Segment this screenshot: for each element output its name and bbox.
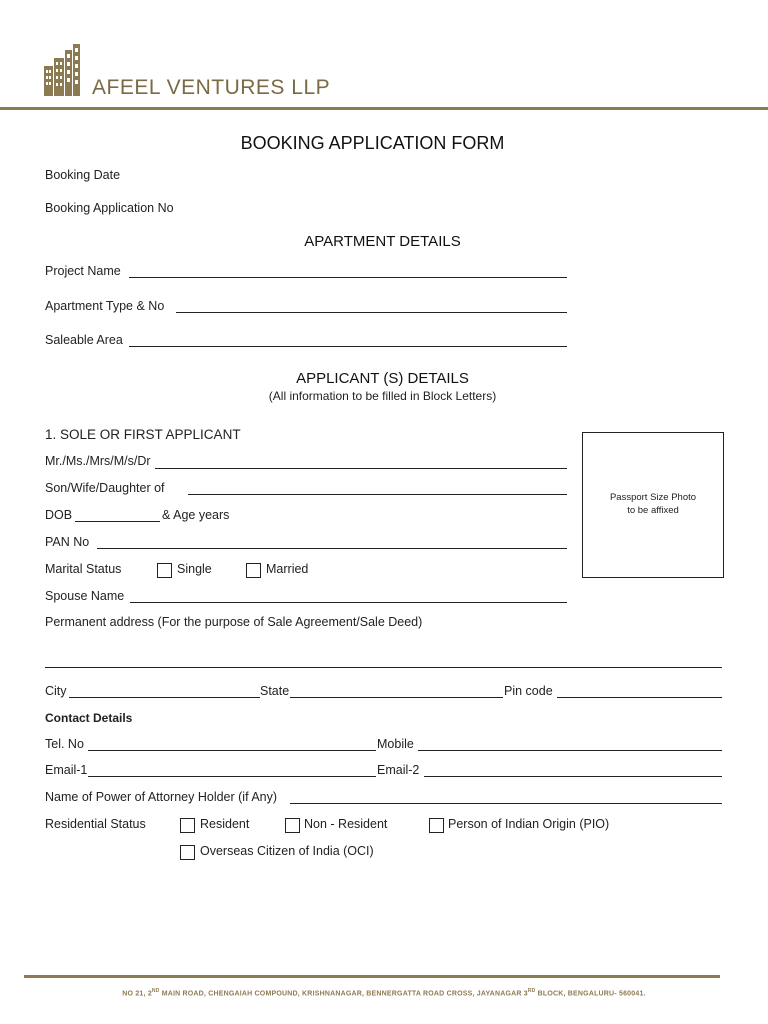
mobile-label: Mobile xyxy=(377,737,414,751)
applicant-details-heading: APPLICANT (S) DETAILS xyxy=(296,370,469,387)
dob-field[interactable] xyxy=(75,521,160,522)
project-name-field[interactable] xyxy=(129,277,567,278)
footer-divider xyxy=(24,975,720,978)
married-checkbox[interactable] xyxy=(246,563,261,578)
footer-part1: NO 21, 2 xyxy=(122,990,152,998)
building-logo-icon xyxy=(44,44,80,96)
passport-photo-box xyxy=(582,432,724,578)
pio-label: Person of Indian Origin (PIO) xyxy=(448,817,610,831)
photo-text-line1: Passport Size Photo xyxy=(609,492,697,503)
poa-field[interactable] xyxy=(290,803,722,804)
city-label: City xyxy=(45,684,67,698)
spouse-name-label: Spouse Name xyxy=(45,589,125,603)
pan-field[interactable] xyxy=(97,548,567,549)
city-field[interactable] xyxy=(69,697,260,698)
footer-sup1: ND xyxy=(151,988,160,994)
tel-field[interactable] xyxy=(88,750,376,751)
mobile-field[interactable] xyxy=(418,750,722,751)
age-label: & Age years xyxy=(162,508,230,522)
relation-label: Son/Wife/Daughter of xyxy=(45,481,165,495)
form-title: BOOKING APPLICATION FORM xyxy=(240,133,505,153)
non-resident-checkbox[interactable] xyxy=(285,818,300,833)
oci-label: Overseas Citizen of India (OCI) xyxy=(200,844,374,858)
resident-label: Resident xyxy=(200,817,250,831)
project-name-label: Project Name xyxy=(45,264,121,278)
footer-sup2: RD xyxy=(527,988,536,994)
saleable-area-field[interactable] xyxy=(129,346,567,347)
footer-part2: MAIN ROAD, CHENGAIAH COMPOUND, KRISHNANAGAR, BENNERGATTA ROAD CROSS, JAYANAGAR 3 xyxy=(159,990,528,998)
apartment-details-heading: APARTMENT DETAILS xyxy=(304,233,461,250)
email2-label: Email-2 xyxy=(377,763,420,777)
company-name: AFEEL VENTURES LLP xyxy=(92,76,331,99)
name-prefix-label: Mr./Ms./Mrs/M/s/Dr xyxy=(45,454,151,468)
marital-status-label: Marital Status xyxy=(45,562,122,576)
email1-field[interactable] xyxy=(88,776,376,777)
applicant-details-note: (All information to be filled in Block Letters) xyxy=(268,389,497,403)
footer-address xyxy=(0,988,768,997)
booking-app-no-label: Booking Application No xyxy=(45,201,174,215)
permanent-address-label: Permanent address (For the purpose of Sale Agreement/Sale Deed) xyxy=(45,615,423,629)
state-field[interactable] xyxy=(290,697,503,698)
company-logo xyxy=(44,44,80,96)
relation-field[interactable] xyxy=(188,494,567,495)
pin-code-label: Pin code xyxy=(504,684,553,698)
email1-label: Email-1 xyxy=(45,763,88,777)
footer-part3: BLOCK, BENGALURU- 560041. xyxy=(535,990,646,998)
dob-label: DOB xyxy=(45,508,73,522)
residential-status-label: Residential Status xyxy=(45,817,146,831)
pio-checkbox[interactable] xyxy=(429,818,444,833)
first-applicant-heading: 1. SOLE OR FIRST APPLICANT xyxy=(45,427,241,442)
photo-text-line2: to be affixed xyxy=(627,505,679,516)
spouse-name-field[interactable] xyxy=(130,602,567,603)
saleable-area-label: Saleable Area xyxy=(45,333,123,347)
pan-label: PAN No xyxy=(45,535,90,549)
permanent-address-field[interactable] xyxy=(45,667,722,668)
email2-field[interactable] xyxy=(424,776,722,777)
apartment-type-label: Apartment Type & No xyxy=(45,299,165,313)
state-label: State xyxy=(260,684,290,698)
resident-checkbox[interactable] xyxy=(180,818,195,833)
married-label: Married xyxy=(266,562,309,576)
single-checkbox[interactable] xyxy=(157,563,172,578)
poa-label: Name of Power of Attorney Holder (if Any) xyxy=(45,790,278,804)
pin-code-field[interactable] xyxy=(557,697,722,698)
single-label: Single xyxy=(177,562,212,576)
header-divider xyxy=(0,107,768,110)
applicant-name-field[interactable] xyxy=(155,468,567,469)
oci-checkbox[interactable] xyxy=(180,845,195,860)
tel-label: Tel. No xyxy=(45,737,84,751)
non-resident-label: Non - Resident xyxy=(304,817,388,831)
contact-details-heading: Contact Details xyxy=(45,711,133,725)
booking-date-label: Booking Date xyxy=(45,168,121,182)
apartment-type-field[interactable] xyxy=(176,312,567,313)
